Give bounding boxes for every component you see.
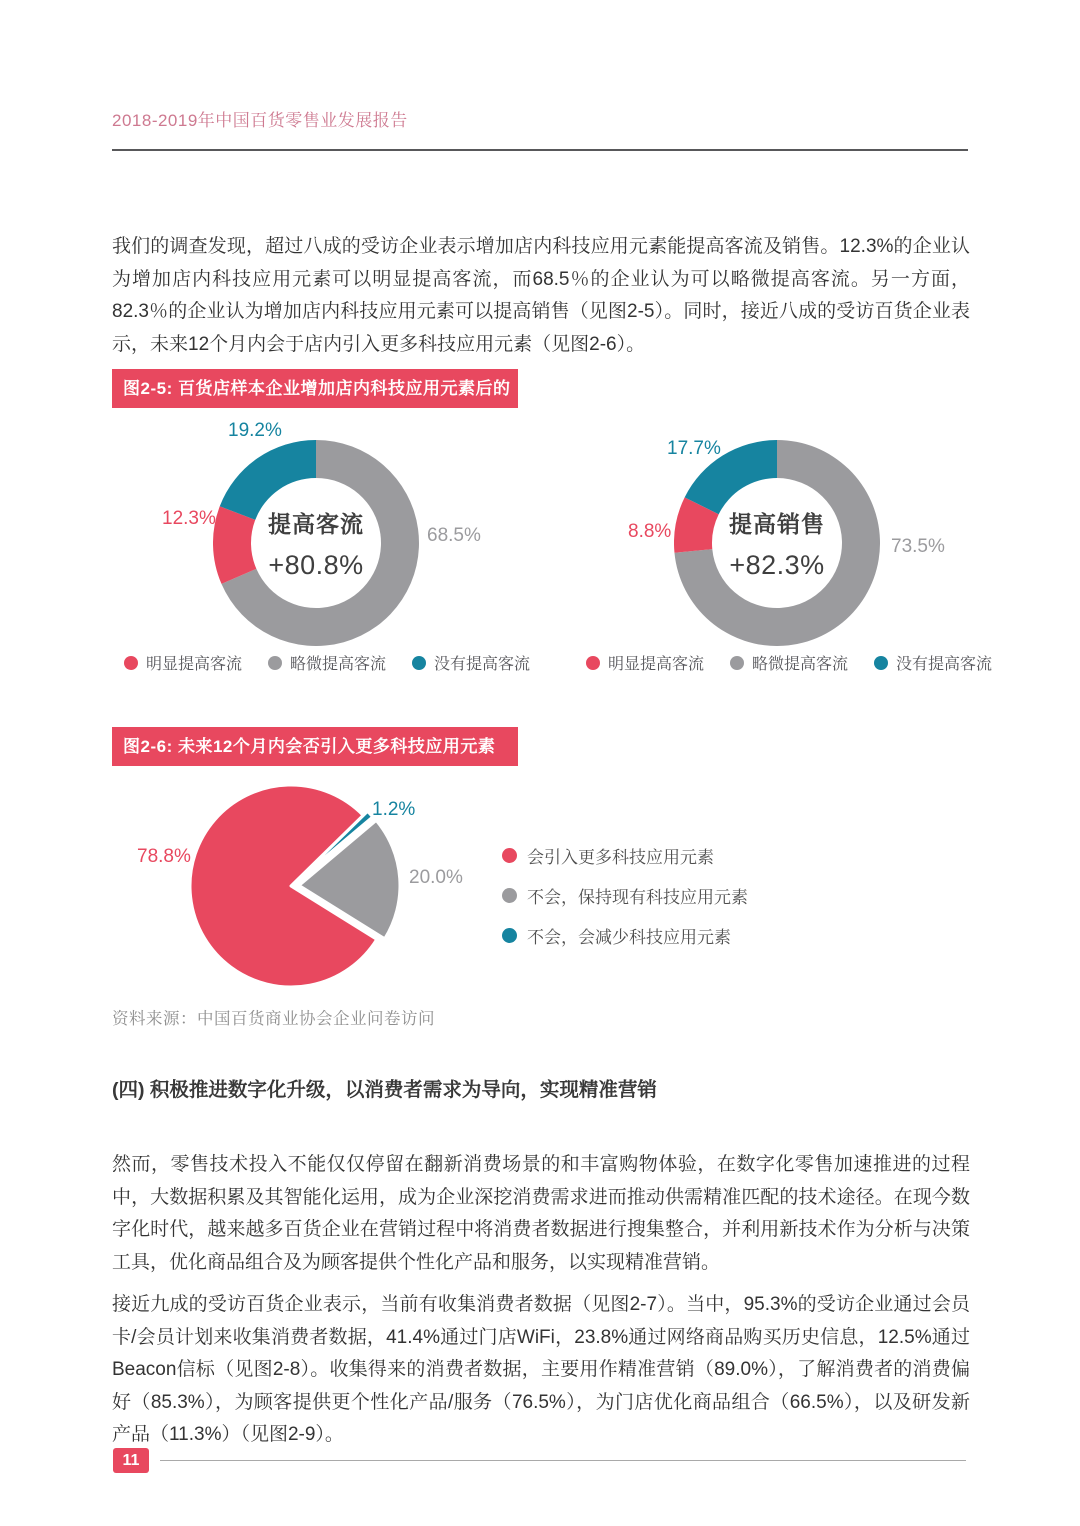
legend-label: 不会，会减少科技应用元素 xyxy=(527,928,731,947)
legend-item xyxy=(586,651,704,674)
paragraph-survey-findings: 我们的调查发现，超过八成的受访企业表示增加店内科技应用元素能提高客流及销售。12.3%的企业认为增加店内科技应用元素可以明显提高客流，而68.5％的企业认为可以略微提高客流。另一方面，82.3％的企业认为增加店内科技应用元素可以提高销售（见图2-5）。同时，接近八成的受访百货企业表示，未来12个月内会于店内引入更多科技应用元素（见图2-6）。 xyxy=(112,236,970,355)
slice-label: 20.0% xyxy=(409,867,463,888)
legend-item xyxy=(730,651,848,674)
legend-item xyxy=(502,923,748,948)
legend-dot-icon xyxy=(730,656,744,670)
header-divider xyxy=(112,149,968,151)
section-heading: (四) 积极推进数字化升级，以消费者需求为导向，实现精准营销 xyxy=(112,1079,657,1101)
figure-2-6-title-banner: 图2-6: 未来12个月内会否引入更多科技应用元素 xyxy=(112,727,518,766)
donut-sales-legend xyxy=(586,651,992,674)
legend-label: 略微提高客流 xyxy=(290,656,387,673)
pie-chart-future-tech xyxy=(179,774,403,998)
legend-item xyxy=(502,843,748,868)
legend-label: 略微提高客流 xyxy=(752,656,849,673)
donut-traffic-title: 提高客流 xyxy=(268,510,364,537)
legend-dot-icon xyxy=(502,848,517,863)
legend-dot-icon xyxy=(874,656,888,670)
slice-label: 73.5% xyxy=(891,536,945,557)
slice-label: 19.2% xyxy=(228,420,282,441)
slice-label: 8.8% xyxy=(628,521,672,542)
legend-item xyxy=(874,651,992,674)
slice-label: 1.2% xyxy=(372,799,416,820)
slice-label: 17.7% xyxy=(667,438,721,459)
legend-label: 明显提高客流 xyxy=(146,656,243,673)
donut-sales-total: +82.3% xyxy=(729,549,825,580)
slice-label: 68.5% xyxy=(427,525,481,546)
report-header-title: 2018-2019年中国百货零售业发展报告 xyxy=(112,111,408,130)
paragraph-digital-upgrade: 然而，零售技术投入不能仅仅停留在翻新消费场景的和丰富购物体验，在数字化零售加速推进的过程中，大数据积累及其智能化运用，成为企业深挖消费需求进而推动供需精准匹配的技术途径。在现今数字化时代，越来越多百货企业在营销过程中将消费者数据进行搜集整合，并利用新技术作为分析与决策工具，优化商品组合及为顾客提供个性化产品和服务，以实现精准营销。 xyxy=(112,1154,970,1273)
donut-traffic-total: +80.8% xyxy=(268,549,364,580)
legend-item xyxy=(412,651,530,674)
legend-dot-icon xyxy=(412,656,426,670)
slice-label: 12.3% xyxy=(162,508,216,529)
legend-item xyxy=(502,883,748,908)
legend-label: 不会，保持现有科技应用元素 xyxy=(527,888,748,907)
legend-dot-icon xyxy=(124,656,138,670)
legend-label: 明显提高客流 xyxy=(608,656,705,673)
legend-label: 会引入更多科技应用元素 xyxy=(527,848,714,867)
pie-chart-legend xyxy=(502,843,748,948)
legend-label: 没有提高客流 xyxy=(434,656,531,673)
donut-sales-title: 提高销售 xyxy=(729,510,825,537)
footer-divider xyxy=(160,1460,966,1461)
legend-item xyxy=(124,651,242,674)
legend-dot-icon xyxy=(586,656,600,670)
donut-traffic-legend xyxy=(124,651,530,674)
legend-dot-icon xyxy=(268,656,282,670)
data-source-note: 资料来源：中国百货商业协会企业问卷访问 xyxy=(112,1010,435,1028)
donut-chart-traffic xyxy=(213,440,419,646)
legend-dot-icon xyxy=(502,928,517,943)
slice-label: 78.8% xyxy=(137,846,191,867)
page-number-badge: 11 xyxy=(113,1448,149,1473)
donut-chart-sales xyxy=(674,440,880,646)
figure-2-5-title-banner: 图2-5: 百货店样本企业增加店内科技应用元素后的效果 xyxy=(112,369,518,408)
legend-label: 没有提高客流 xyxy=(896,656,993,673)
legend-dot-icon xyxy=(502,888,517,903)
paragraph-consumer-data: 接近九成的受访百货企业表示，当前有收集消费者数据（见图2-7）。当中，95.3%的受访企业通过会员卡/会员计划来收集消费者数据，41.4%通过门店WiFi，23.8%通过网络商品购买历史信息，12.5%通过Beacon信标（见图2-8）。收集得来的消费者数据，主要用作精准营销（89.0%），了解消费者的消费偏好（85.3%），为顾客提供更个性化产品/服务（76.5%），为门店优化商品组合（66.5%），以及研发新产品（11.3%）（见图2-9）。 xyxy=(112,1294,970,1446)
legend-item xyxy=(268,651,386,674)
